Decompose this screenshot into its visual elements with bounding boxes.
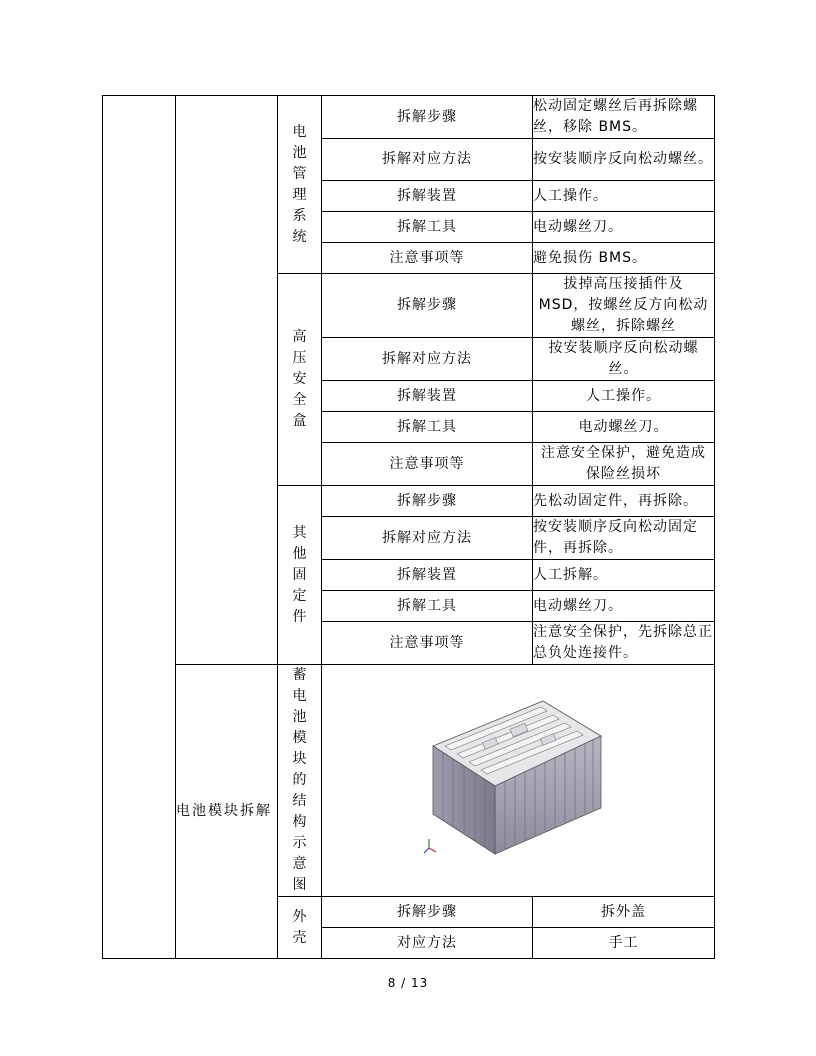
bms-label-0: 拆解步骤 (322, 96, 533, 139)
bms-value-0: 松动固定螺丝后再拆除螺丝，移除 BMS。 (533, 96, 715, 139)
module-group-label: 电池模块拆解 (176, 665, 278, 959)
bms-label-4: 注意事项等 (322, 243, 533, 274)
bms-label-3: 拆解工具 (322, 212, 533, 243)
fixings-title: 其他固定件 (278, 486, 322, 665)
hv-value-3: 电动螺丝刀。 (533, 412, 715, 443)
module-diagram-title: 蓄电池模块的结构示意图 (278, 665, 322, 897)
table-row (103, 665, 715, 897)
fix-value-4: 注意安全保护，先拆除总正总负处连接件。 (533, 622, 715, 665)
table-row (103, 96, 715, 139)
fix-label-2: 拆解装置 (322, 560, 533, 591)
module-diagram-cell (322, 665, 715, 897)
fix-label-4: 注意事项等 (322, 622, 533, 665)
fix-label-1: 拆解对应方法 (322, 517, 533, 560)
sub-category-cell (176, 96, 278, 665)
casing-value-0: 拆外盖 (533, 897, 715, 928)
bms-value-4: 避免损伤 BMS。 (533, 243, 715, 274)
hv-label-4: 注意事项等 (322, 443, 533, 486)
bms-label-1: 拆解对应方法 (322, 139, 533, 181)
hv-value-2: 人工操作。 (533, 381, 715, 412)
bms-title: 电池管理系统 (278, 96, 322, 274)
fix-label-3: 拆解工具 (322, 591, 533, 622)
bms-label-2: 拆解装置 (322, 181, 533, 212)
casing-label-0: 拆解步骤 (322, 897, 533, 928)
fix-value-3: 电动螺丝刀。 (533, 591, 715, 622)
hv-box-title: 高压安全盒 (278, 274, 322, 486)
bms-value-2: 人工操作。 (533, 181, 715, 212)
hv-value-4: 注意安全保护，避免造成保险丝损坏 (533, 443, 715, 486)
bms-value-3: 电动螺丝刀。 (533, 212, 715, 243)
hv-label-1: 拆解对应方法 (322, 338, 533, 381)
hv-value-1: 按安装顺序反向松动螺丝。 (533, 338, 715, 381)
outer-category-cell (103, 96, 176, 959)
bms-value-1: 按安装顺序反向松动螺丝。 (533, 139, 715, 181)
battery-module-image (423, 696, 613, 866)
hv-label-3: 拆解工具 (322, 412, 533, 443)
casing-value-1: 手工 (533, 928, 715, 959)
hv-label-0: 拆解步骤 (322, 274, 533, 338)
page-number: 8 / 13 (387, 976, 429, 990)
disassembly-table (102, 95, 715, 959)
casing-title: 外壳 (278, 897, 322, 959)
fix-label-0: 拆解步骤 (322, 486, 533, 517)
fix-value-1: 按安装顺序反向松动固定件，再拆除。 (533, 517, 715, 560)
hv-label-2: 拆解装置 (322, 381, 533, 412)
fix-value-2: 人工拆解。 (533, 560, 715, 591)
casing-label-1: 对应方法 (322, 928, 533, 959)
fix-value-0: 先松动固定件，再拆除。 (533, 486, 715, 517)
hv-value-0: 拔掉高压接插件及 MSD，按螺丝反方向松动螺丝，拆除螺丝 (533, 274, 715, 338)
